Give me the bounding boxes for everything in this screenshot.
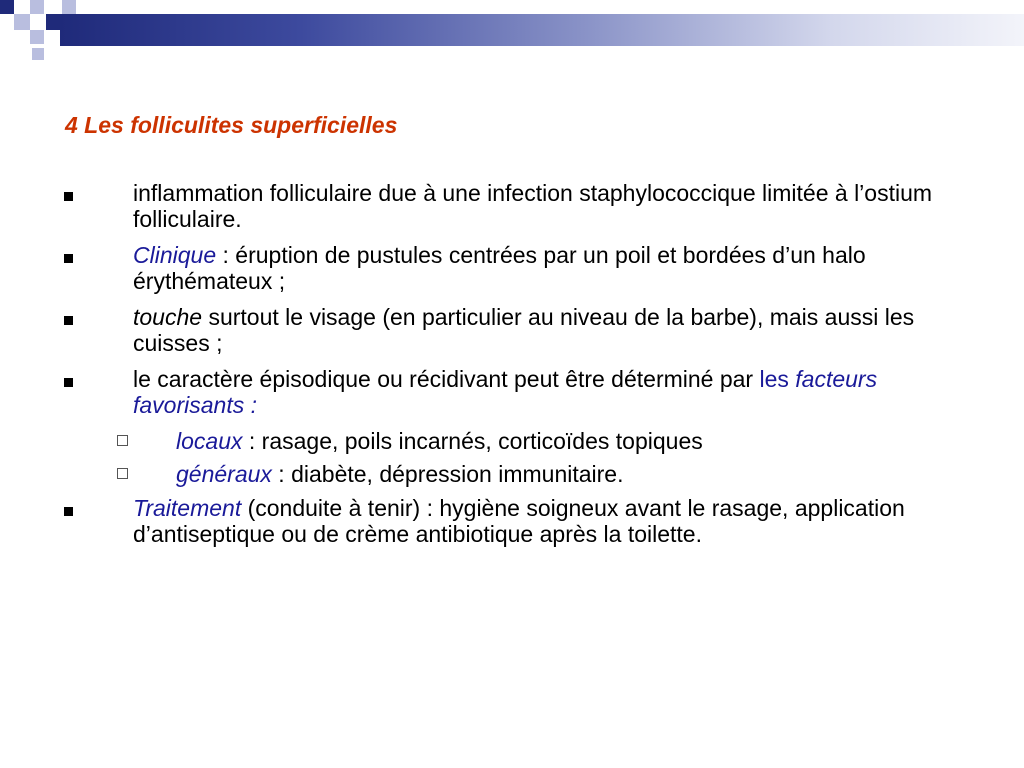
slide-title: 4 Les folliculites superficielles	[65, 112, 398, 138]
sub-bullet-text: : diabète, dépression immunitaire.	[271, 461, 624, 487]
bullet-text: : éruption de pustules centrées par un poil et bordées d’un halo érythémateux ;	[133, 242, 866, 294]
bullet-keyword: facteurs favorisants :	[133, 366, 878, 418]
deco-square	[30, 30, 44, 44]
deco-square	[0, 0, 14, 14]
bullet-keyword: touche	[133, 304, 203, 330]
bullet-text: (conduite à tenir) : hygiène soigneux avant le rasage, application d’antiseptique ou de crème antibiotique après la toilette.	[133, 495, 905, 547]
hollow-square-bullet-icon	[117, 435, 128, 446]
bullet-text: surtout le visage (en particulier au niveau de la barbe), mais aussi les cuisses ;	[133, 304, 915, 356]
filled-square-bullet-icon	[64, 316, 73, 325]
bullet-keyword: les	[759, 366, 789, 392]
sub-bullet-text: : rasage, poils incarnés, corticoïdes topiques	[242, 428, 703, 454]
header-gradient-band	[60, 14, 1024, 46]
sub-bullet-keyword: généraux	[176, 461, 272, 487]
sub-bullet-keyword: locaux	[176, 428, 243, 454]
deco-square	[14, 14, 30, 30]
bullet-text: le caractère épisodique ou récidivant peut être déterminé par	[133, 366, 760, 392]
bullet-keyword: Traitement	[133, 495, 242, 521]
hollow-square-bullet-icon	[117, 468, 128, 479]
bullet-text: inflammation folliculaire due à une infection staphylococcique limitée à l’ostium folliculaire.	[133, 180, 933, 232]
filled-square-bullet-icon	[64, 378, 73, 387]
filled-square-bullet-icon	[64, 192, 73, 201]
deco-square	[30, 0, 44, 14]
deco-square	[32, 48, 44, 60]
filled-square-bullet-icon	[64, 507, 73, 516]
deco-square	[62, 0, 76, 14]
slide-header-decoration	[0, 0, 1024, 70]
bullet-keyword: Clinique	[133, 242, 217, 268]
filled-square-bullet-icon	[64, 254, 73, 263]
